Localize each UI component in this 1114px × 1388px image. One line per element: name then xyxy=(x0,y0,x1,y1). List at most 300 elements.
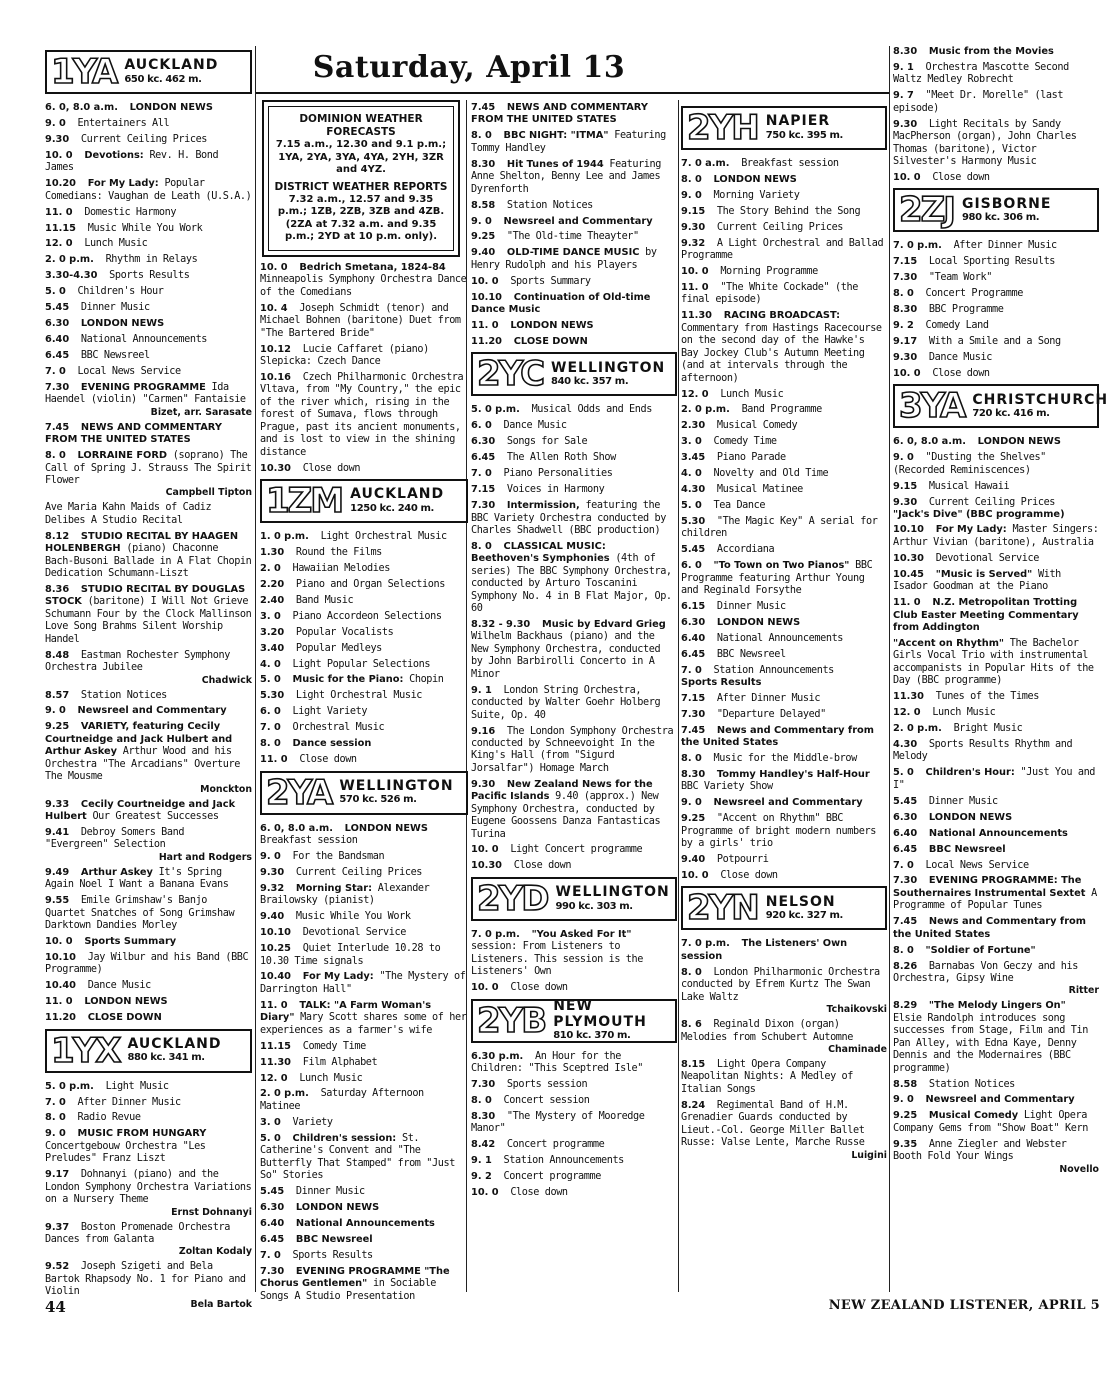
program-time: 7.45 xyxy=(471,102,496,113)
program-entry xyxy=(260,867,468,879)
program-details: Lunch Music xyxy=(84,238,148,250)
program-title: BBC Newsreel xyxy=(295,1233,373,1245)
program-time: 8.32 - 9.30 xyxy=(471,619,531,630)
program-details: Elsie Randolph introduces song successes from Stage, Film and Tin Pan Alley, with Edna Kaye, Denny Dennis and the Modernaires (BBC programme) xyxy=(893,1012,1088,1074)
program-details: Barnabas Von Geczy and his Orchestra, Gipsy Wine xyxy=(893,960,1078,984)
program-entry xyxy=(681,468,887,480)
program-time: 7.15 xyxy=(681,692,706,704)
listing xyxy=(45,102,252,1025)
program-entry xyxy=(893,46,1099,58)
program-entry xyxy=(260,1073,468,1085)
program-entry xyxy=(681,238,887,263)
program-time: 11.30 xyxy=(681,310,712,322)
program-title: RACING BROADCAST: xyxy=(723,310,841,322)
program-title: CLOSE DOWN xyxy=(87,1012,162,1024)
program-entry xyxy=(260,611,468,623)
program-entry xyxy=(471,102,677,127)
program-time: 8.29 xyxy=(893,1000,918,1012)
program-details: (piano) Chaconne Bach-Busoni Ballade in A Flat Chopin Dedication Schumann-Liszt xyxy=(45,543,252,580)
listing xyxy=(471,929,677,995)
program-details: Comedy Time xyxy=(713,436,777,448)
station-header-1yx xyxy=(45,1029,252,1073)
program-entry xyxy=(471,1171,677,1183)
program-title: CLOSE DOWN xyxy=(513,336,588,347)
weather-reports-times: 7.32 a.m., 12.57 and 9.35 p.m.; 1ZB, 2ZB, 3ZB and 4ZB. (2ZA at 7.32 a.m. and 9.35 p.m.; 2YD at 10 p.m. only). xyxy=(277,193,445,243)
program-entry xyxy=(260,1117,468,1129)
program-time: 4.30 xyxy=(681,484,706,496)
program-entry xyxy=(681,544,887,556)
program-details: "Just You and I" xyxy=(893,767,1096,791)
program-entry xyxy=(45,936,252,948)
program-composer: Monckton xyxy=(200,783,252,795)
listing xyxy=(893,240,1099,380)
program-entry xyxy=(260,690,468,702)
station-city: NEW PLYMOUTH xyxy=(553,998,647,1030)
program-entry xyxy=(45,1261,252,1310)
program-time: 10.25 xyxy=(260,943,291,955)
program-details: Morning Variety xyxy=(713,189,800,201)
program-details: A Light Orchestral and Ballad Programme xyxy=(681,237,884,262)
program-details: Rev. H. Bond James xyxy=(45,149,219,174)
program-title: LONDON NEWS xyxy=(80,318,165,330)
program-details: Band Music xyxy=(295,594,354,606)
program-time: 8.48 xyxy=(45,649,70,661)
program-time: 10.16 xyxy=(260,372,291,383)
program-time: 9.25 xyxy=(471,231,496,243)
program-title: "Accent on Rhythm" xyxy=(893,637,1005,649)
program-entry xyxy=(471,685,677,722)
program-title: LONDON NEWS xyxy=(716,617,801,629)
program-details: Sports Results xyxy=(109,270,190,282)
program-entry xyxy=(681,206,887,218)
program-title: Bedrich Smetana, 1824-84 xyxy=(299,262,446,273)
program-composer: Luigini xyxy=(851,1149,887,1161)
program-entry xyxy=(45,1012,252,1024)
program-time: 7.30 xyxy=(471,1078,496,1090)
station-frequency: 720 kc. 416 m. xyxy=(972,408,1050,419)
program-details: BBC Variety Show xyxy=(681,781,773,793)
program-time: 9. 0 xyxy=(45,117,66,129)
program-entry xyxy=(471,1187,677,1199)
program-details: Light Music xyxy=(105,1080,169,1092)
station-city: WELLINGTON xyxy=(339,777,454,794)
program-entry xyxy=(471,420,677,432)
program-details: Joseph Schmidt (tenor) and Michael Bohnen (baritone) Duet from "The Bartered Bride" xyxy=(260,302,461,339)
program-time: 6. 0 xyxy=(260,706,281,718)
program-details: Station Notices xyxy=(80,689,167,701)
program-time: 11. 0 xyxy=(260,999,288,1011)
program-entry xyxy=(45,150,252,175)
program-time: 9. 1 xyxy=(893,61,914,73)
program-entry xyxy=(45,1112,252,1124)
program-time: 8.30 xyxy=(893,304,918,316)
program-time: 7. 0 a.m. xyxy=(681,158,730,169)
program-time: 9.17 xyxy=(45,1169,70,1181)
program-time: 8. 0 xyxy=(681,173,702,185)
program-title: BBC NIGHT: "ITMA" xyxy=(503,130,609,142)
program-entry xyxy=(260,722,468,734)
program-time: 10. 0 xyxy=(681,266,709,278)
program-time: 6.45 xyxy=(471,452,496,464)
program-time: 11.20 xyxy=(471,336,502,347)
program-time: 2.30 xyxy=(681,420,706,432)
station-frequency: 570 kc. 526 m. xyxy=(339,794,417,806)
program-composer: Zoltan Kodaly xyxy=(178,1246,252,1258)
program-entry xyxy=(45,1097,252,1109)
program-entry xyxy=(260,643,468,655)
program-time: 6. 0, 8.0 a.m. xyxy=(45,102,118,113)
program-title: Children's session: xyxy=(292,1132,397,1144)
program-time: 9. 0 xyxy=(681,189,702,201)
program-composer: Chadwick xyxy=(201,674,252,686)
program-entry xyxy=(45,996,252,1008)
station-city: NELSON xyxy=(765,893,836,910)
program-entry xyxy=(471,130,677,155)
program-time: 10. 0 xyxy=(260,262,288,273)
program-composer: Bela Bartok xyxy=(190,1298,252,1310)
program-time: 9. 2 xyxy=(893,320,914,332)
program-time: 9.32 xyxy=(260,882,285,894)
weather-box xyxy=(262,100,460,257)
program-title: "To Town on Two Pianos" xyxy=(713,560,850,572)
program-time: 2. 0 p.m. xyxy=(893,723,942,735)
program-time: 9.15 xyxy=(681,205,706,217)
program-title: The Listeners' Own session xyxy=(681,938,848,962)
program-entry xyxy=(471,320,677,332)
program-entry xyxy=(260,1234,468,1246)
program-details: With Isador Goodman at the Piano xyxy=(893,568,1061,593)
station-frequency: 980 kc. 306 m. xyxy=(961,212,1040,224)
program-time: 7.15 xyxy=(893,256,918,268)
program-details: Close down xyxy=(720,870,778,881)
program-details: "The White Cockade" (the final episode) xyxy=(681,282,858,306)
program-time: 10. 0 xyxy=(681,870,709,881)
program-time: 5. 0 p.m. xyxy=(45,1080,94,1092)
program-entry xyxy=(260,754,468,766)
program-time: 5.30 xyxy=(681,516,706,527)
program-details: A Programme of Popular Tunes xyxy=(893,887,1097,912)
program-title: NEWS AND COMMENTARY FROM THE UNITED STATES xyxy=(45,421,222,446)
program-time: 6.40 xyxy=(260,1217,285,1229)
program-entry xyxy=(893,860,1099,872)
program-details: Sports Results Rhythm and Melody xyxy=(893,739,1073,763)
program-entry xyxy=(45,531,252,581)
program-details: Regimental Band of H.M. Grenadier Guards conducted by Lieut.-Col. George Miller Ballet Russe: Valse Lente, Marche Russe xyxy=(681,1099,865,1149)
program-details: "The Old-time Theayter" xyxy=(506,231,639,243)
program-time: 7.30 xyxy=(471,500,496,512)
program-time: 3.40 xyxy=(260,642,285,654)
program-title: Cecily Courtneidge and Jack Hulbert xyxy=(45,798,236,822)
program-entry xyxy=(893,1079,1099,1091)
program-details: Light Variety xyxy=(292,706,368,718)
program-entry xyxy=(45,584,252,646)
program-title: Hit Tunes of 1944 xyxy=(506,158,604,170)
program-details: Local News Service xyxy=(925,859,1029,871)
program-time: 9.30 xyxy=(893,496,918,508)
program-time: 9. 0 xyxy=(893,452,914,464)
program-time: 9.16 xyxy=(471,725,496,737)
program-entry xyxy=(471,726,677,776)
program-time: 4. 0 xyxy=(681,468,702,480)
listing xyxy=(45,1081,252,1311)
program-time: 1.30 xyxy=(260,546,285,558)
program-details: Featuring Tommy Handley xyxy=(471,130,666,154)
program-title: Newsreel and Commentary xyxy=(713,797,863,809)
program-details: Alexander Brailowsky (pianist) xyxy=(260,882,430,907)
program-time: 8. 0 xyxy=(893,944,914,956)
program-time: 10.10 xyxy=(471,291,502,303)
program-entry xyxy=(471,860,677,872)
program-details: Close down xyxy=(932,367,990,379)
program-entry xyxy=(260,1041,468,1053)
program-details: Songs for Sale xyxy=(506,436,588,448)
program-entry xyxy=(893,304,1099,316)
column-2 xyxy=(260,262,468,1307)
program-time: 11. 0 xyxy=(893,597,921,609)
program-time: 7. 0 p.m. xyxy=(471,928,520,940)
station-header-2zj xyxy=(893,188,1099,232)
program-time: 8.30 xyxy=(471,158,496,170)
program-entry xyxy=(45,270,252,282)
program-details: Dance Music xyxy=(503,420,567,432)
program-time: 9. 0 xyxy=(260,850,281,862)
program-entry xyxy=(45,318,252,330)
program-entry xyxy=(893,767,1099,792)
program-details: Musical Matinee xyxy=(716,484,803,496)
program-time: 1. 0 p.m. xyxy=(260,531,309,542)
program-title: Newsreel and Commentary xyxy=(77,705,227,717)
program-details: Devotional Service xyxy=(935,552,1039,564)
station-city: AUCKLAND xyxy=(350,486,445,503)
program-details: Musical Comedy xyxy=(716,420,798,432)
program-entry xyxy=(45,895,252,932)
program-entry xyxy=(681,389,887,401)
program-details: Quiet Interlude 10.28 to 10.30 Time signals xyxy=(260,943,441,967)
program-time: 5.30 xyxy=(260,690,285,702)
program-time: 9.37 xyxy=(45,1221,70,1233)
program-details: The Allen Roth Show xyxy=(506,452,616,464)
program-time: 9.25 xyxy=(681,813,706,825)
program-entry xyxy=(45,422,252,447)
program-entry xyxy=(471,484,677,496)
program-details: Current Ceiling Prices xyxy=(80,133,208,145)
station-logo: 2YC xyxy=(477,354,544,395)
program-details: Dance Music xyxy=(928,351,992,363)
program-time: 7.30 xyxy=(45,381,70,393)
listing xyxy=(260,262,468,475)
program-time: 7. 0 xyxy=(260,1249,281,1261)
program-time: 2.20 xyxy=(260,578,285,590)
program-time: 9.52 xyxy=(45,1261,70,1273)
program-time: 2. 0 p.m. xyxy=(45,254,94,266)
program-entry xyxy=(681,938,887,963)
program-entry xyxy=(681,649,887,661)
program-entry xyxy=(260,706,468,718)
program-details: After Dinner Music xyxy=(77,1096,181,1108)
station-frequency: 840 kc. 357 m. xyxy=(551,376,629,388)
program-details: Music While You Work xyxy=(87,222,203,234)
program-details: Close down xyxy=(510,1186,568,1198)
program-details: "Dusting the Shelves" (Recorded Reminiscences) xyxy=(893,452,1046,476)
program-time: 2. 0 p.m. xyxy=(681,404,730,416)
program-entry xyxy=(471,247,677,272)
program-entry xyxy=(681,516,887,541)
program-details: Popular Comedians: Vaughan de Leath (U.S.A.) xyxy=(45,178,252,202)
program-entry xyxy=(260,738,468,750)
station-header-3ya xyxy=(893,384,1109,428)
program-time: 8.57 xyxy=(45,689,70,701)
program-details: Dinner Music xyxy=(295,1186,365,1197)
program-time: 8. 0 xyxy=(471,1094,492,1106)
program-title: "You Asked For It" xyxy=(531,928,632,940)
program-entry xyxy=(260,627,468,639)
program-entry xyxy=(681,753,887,765)
program-entry xyxy=(893,336,1099,348)
station-header-2yd xyxy=(471,877,677,921)
program-entry xyxy=(471,929,677,979)
program-title: NEWS AND COMMENTARY FROM THE UNITED STATES xyxy=(471,102,648,126)
program-details: London String Orchestra, conducted by Walter Goehr Holberg Suite, Op. 40 xyxy=(471,684,661,721)
program-time: 4. 0 xyxy=(260,658,281,670)
program-details: Morning Programme xyxy=(720,266,818,278)
program-details: Round the Films xyxy=(295,546,382,558)
program-details: Close down xyxy=(513,860,572,872)
program-details: Piano Accordeon Selections xyxy=(292,610,442,622)
program-details: Light Orchestral Music xyxy=(295,690,423,702)
program-time: 7.45 xyxy=(893,916,918,928)
program-entry xyxy=(45,366,252,378)
station-logo: 2YH xyxy=(687,108,758,148)
program-time: 5.45 xyxy=(893,795,918,807)
program-time: 8. 0 xyxy=(681,966,702,978)
program-entry xyxy=(260,303,468,340)
station-logo: 2YB xyxy=(477,1000,546,1041)
program-entry xyxy=(471,779,677,841)
station-city: AUCKLAND xyxy=(127,1035,222,1052)
program-time: 8. 6 xyxy=(681,1019,702,1031)
program-entry xyxy=(45,690,252,702)
program-entry xyxy=(681,266,887,278)
program-details: session: From Listeners to Listeners. This session is the Listeners' Own xyxy=(471,941,644,978)
program-time: 10.30 xyxy=(893,552,924,564)
program-details: Piano Personalities xyxy=(503,468,613,480)
program-time: 6. 0, 8.0 a.m. xyxy=(893,436,966,448)
program-time: 3.45 xyxy=(681,452,706,464)
program-time: 7.30 xyxy=(260,1265,285,1277)
program-composer: Tchaikovski xyxy=(826,1004,887,1016)
program-title: STUDIO RECITAL BY DOUGLAS STOCK xyxy=(45,584,246,608)
program-entry xyxy=(471,1155,677,1167)
program-time: 11.15 xyxy=(45,222,76,234)
program-entry xyxy=(45,102,252,114)
program-title: Arthur Askey xyxy=(80,866,153,878)
program-entry xyxy=(893,796,1099,808)
program-entry xyxy=(681,725,887,750)
program-time: 8.30 xyxy=(893,46,918,57)
program-entry xyxy=(681,617,887,629)
program-time: 9.30 xyxy=(893,118,918,130)
program-entry xyxy=(260,262,468,299)
program-details: After Dinner Music xyxy=(953,240,1057,252)
program-time: 9.30 xyxy=(681,221,706,233)
program-entry xyxy=(471,404,677,416)
program-title: LONDON NEWS xyxy=(510,320,594,332)
program-title: LONDON NEWS xyxy=(713,173,797,185)
station-frequency: 750 kc. 395 m. xyxy=(765,129,843,141)
program-entry xyxy=(681,870,887,882)
program-details: Variety xyxy=(292,1116,333,1128)
program-entry xyxy=(471,1139,677,1151)
program-time: 9.30 xyxy=(260,866,285,878)
program-entry xyxy=(471,619,677,681)
program-time: 5.45 xyxy=(45,302,70,314)
program-details: Concertgebouw Orchestra "Les Preludes" Franz Liszt xyxy=(45,1140,206,1165)
station-header-2yn xyxy=(681,886,887,930)
program-entry xyxy=(893,1094,1099,1106)
program-details: Voices in Harmony xyxy=(506,484,605,496)
program-time: 6. 0 xyxy=(681,560,702,572)
program-title: "Jack's Dive" (BBC programme) xyxy=(893,509,1065,520)
program-details: Station Announcements xyxy=(503,1155,624,1167)
program-details: Entertainers All xyxy=(77,117,170,129)
program-entry xyxy=(260,1202,468,1214)
program-details: Dance Music xyxy=(87,980,151,992)
program-details: Wilhelm Backhaus (piano) and the New Symphony Orchestra, conducted by John Barbirolli Concerto in A Minor xyxy=(471,631,661,680)
program-entry xyxy=(893,945,1099,957)
program-time: 8. 0 xyxy=(471,540,492,552)
program-entry xyxy=(893,368,1099,380)
station-header-2yb xyxy=(471,999,677,1043)
program-time: 6.45 xyxy=(45,350,70,361)
program-details: 9.40 (approx.) New Symphony Orchestra, conducted by Eugene Goossens Danza Fantasticas Turina xyxy=(471,791,661,840)
program-entry xyxy=(471,216,677,228)
program-entry xyxy=(681,1059,887,1096)
program-entry xyxy=(260,372,468,459)
program-time: 9.17 xyxy=(893,336,918,347)
program-details: Film Alphabet xyxy=(302,1056,378,1068)
station-logo: 1YA xyxy=(51,52,117,92)
program-details: Orchestra Mascotte Second Waltz Medley Robrecht xyxy=(893,61,1069,86)
program-time: 8. 0 xyxy=(681,753,702,764)
program-entry xyxy=(45,134,252,146)
program-time: 6.30 xyxy=(681,617,706,629)
program-title: News and Commentary from the United States xyxy=(893,916,1086,940)
program-entry xyxy=(681,665,887,689)
program-time: 3. 0 xyxy=(260,610,281,622)
listing xyxy=(471,404,677,872)
program-details: Dohnanyi (piano) and the London Symphony Orchestra Variations on a Nursery Theme xyxy=(45,1169,252,1206)
program-entry xyxy=(893,452,1099,477)
station-logo: 3YA xyxy=(899,386,965,427)
program-entry xyxy=(45,207,252,219)
program-details: "The Magic Key" A serial for children xyxy=(681,516,878,540)
station-header-2ya xyxy=(260,771,468,815)
program-details: Popular Medleys xyxy=(295,642,382,654)
program-composer: Chaminade xyxy=(828,1043,887,1055)
program-details: Station Announcements xyxy=(713,664,834,676)
program-details: After Dinner Music xyxy=(716,692,821,704)
program-composer: Ritter xyxy=(1068,985,1099,997)
program-time: 7.30 xyxy=(893,875,918,887)
program-time: 7.45 xyxy=(45,421,70,433)
program-entry xyxy=(45,178,252,203)
program-details: Bright Music xyxy=(953,723,1023,735)
program-title: National Announcements xyxy=(928,827,1068,839)
program-entry xyxy=(45,1169,252,1218)
program-entry xyxy=(471,200,677,212)
program-time: 9. 2 xyxy=(471,1171,492,1182)
program-entry xyxy=(260,1250,468,1262)
